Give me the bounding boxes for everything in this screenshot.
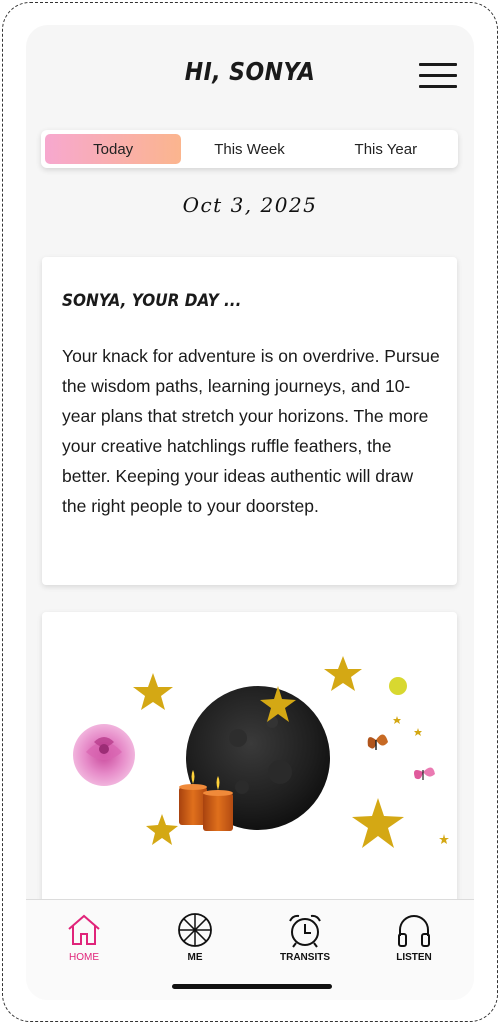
nav-listen[interactable] xyxy=(374,912,454,972)
reading-title: SONYA, YOUR DAY ... xyxy=(62,291,242,311)
nav-home[interactable] xyxy=(44,912,124,972)
daily-reading-card xyxy=(42,257,457,585)
leaf-icon xyxy=(389,677,407,695)
reading-date: Oct 3, 2025 xyxy=(182,193,318,217)
bottom-navigation xyxy=(26,899,474,1000)
wheel-icon xyxy=(177,912,213,948)
tab-this-year[interactable]: This Year xyxy=(354,140,418,158)
nav-transits[interactable] xyxy=(265,912,345,972)
butterfly-icon xyxy=(414,767,435,780)
headphones-icon xyxy=(396,912,432,948)
nav-home-label: HOME xyxy=(69,952,99,963)
rose-icon xyxy=(73,724,135,786)
period-segmented-control xyxy=(41,130,458,168)
moon-illustration-card xyxy=(42,612,457,912)
butterfly-icon xyxy=(368,734,388,750)
tab-this-week[interactable]: This Week xyxy=(214,140,285,158)
nav-me[interactable] xyxy=(155,912,235,972)
nav-listen-label: LISTEN xyxy=(396,952,432,963)
home-indicator[interactable] xyxy=(172,984,332,989)
alarm-clock-icon xyxy=(287,912,323,948)
reading-body: Your knack for adventure is on overdrive. Pursue the wisdom paths, learning journeys, and 10-year plans that stretch your horizons. The more your creative hatchlings ruffle feathers, the better. Keeping your ideas authentic will draw the right people to your doorstep. xyxy=(62,346,440,516)
hamburger-menu-icon[interactable] xyxy=(419,62,457,90)
tab-today[interactable]: Today xyxy=(45,134,181,164)
nav-transits-label: TRANSITS xyxy=(280,952,330,963)
nav-me-label: ME xyxy=(187,952,203,963)
greeting-title: HI, SONYA xyxy=(184,57,316,86)
app-screen xyxy=(26,25,474,1000)
house-icon xyxy=(66,912,102,948)
moon-collage-illustration xyxy=(42,612,457,912)
